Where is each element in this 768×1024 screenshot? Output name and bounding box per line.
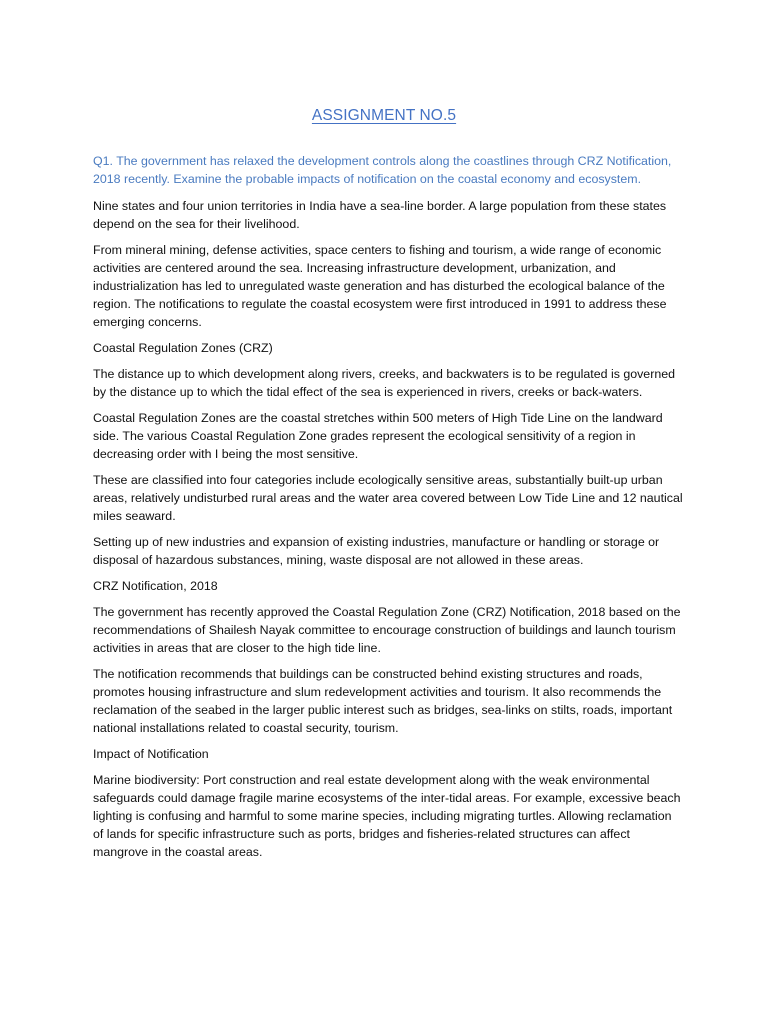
paragraph-distance-regulation: The distance up to which development along rivers, creeks, and backwaters is to be regulated is governed by the distance up to which the tidal effect of the sea is experienced in rivers, creeks or back-waters. (93, 367, 675, 399)
paragraph-crz-definition: Coastal Regulation Zones are the coastal stretches within 500 meters of High Tide Line on the landward side. The various Coastal Regulation Zone grades represent the ecological sensitivity of a region in decreasing order with I being the most sensitive. (93, 411, 663, 461)
section-heading-crz-2018: CRZ Notification, 2018 (93, 579, 218, 593)
assignment-title: ASSIGNMENT NO.5 (311, 107, 457, 124)
question-text: Q1. The government has relaxed the development controls along the coastlines through CRZ Notification, 2018 recently. Examine the probable impacts of notification on the coastal economy and ecosystem. (93, 154, 672, 186)
paragraph-crz-2018-approval: The government has recently approved the Coastal Regulation Zone (CRZ) Notification, 2018 based on the recommendations of Shailesh Nayak committee to encourage construction of buildings and launch tourism activities in areas that are closer to the high tide line. (93, 605, 681, 655)
section-heading-impact: Impact of Notification (93, 747, 209, 761)
paragraph-crz-categories: These are classified into four categories include ecologically sensitive areas, substantially built-up urban areas, relatively undisturbed rural areas and the water area covered between Low Tide Line and 12 nautical miles seaward. (93, 473, 683, 523)
section-heading-crz: Coastal Regulation Zones (CRZ) (93, 341, 273, 355)
paragraph-economic-activities: From mineral mining, defense activities, space centers to fishing and tourism, a wide range of economic activities are centered around the sea. Increasing infrastructure development, urbanization, and industrialization has led to unregulated waste generation and has disturbed the ecological balance of the region. The notifications to regulate the coastal ecosystem were first introduced in 1991 to address these emerging concerns. (93, 243, 667, 329)
paragraph-notification-recommendations: The notification recommends that buildings can be constructed behind existing structures and roads, promotes housing infrastructure and slum redevelopment activities and tourism. It also recommends the reclamation of the seabed in the larger public interest such as bridges, sea-links on stilts, roads, important national installations related to coastal security, tourism. (93, 667, 673, 735)
paragraph-prohibited-activities: Setting up of new industries and expansion of existing industries, manufacture or handling or storage or disposal of hazardous substances, mining, waste disposal are not allowed in these areas. (93, 535, 660, 567)
paragraph-states-sea-border: Nine states and four union territories in India have a sea-line border. A large population from these states depend on the sea for their livelihood. (93, 199, 667, 231)
document-body (93, 152, 683, 869)
paragraph-marine-biodiversity: Marine biodiversity: Port construction and real estate development along with the weak environmental safeguards could damage fragile marine ecosystems of the inter-tidal areas. For example, excessive beach lighting is confusing and harmful to some marine species, including migrating turtles. Allowing reclamation of lands for specific infrastructure such as ports, bridges and fisheries-related structures can affect mangrove in the coastal areas. (93, 773, 681, 859)
